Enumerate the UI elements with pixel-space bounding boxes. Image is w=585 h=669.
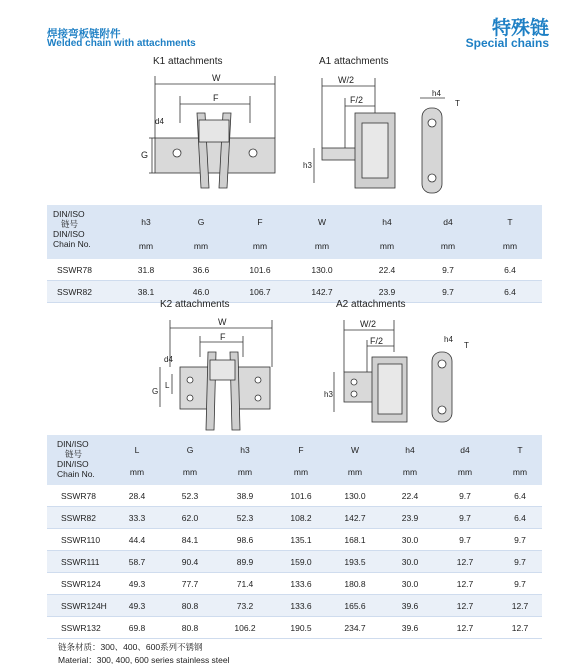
value-cell: 142.7 [344,513,366,523]
value-cell: 130.0 [344,491,366,501]
chain-name-cell: SSWR78 [57,265,92,275]
a2-label-w2: W/2 [360,319,377,329]
value-cell: 73.2 [236,601,254,611]
column-unit: mm [252,241,268,251]
value-cell: 33.3 [128,513,146,523]
a1-title: A1 attachments [319,56,389,67]
value-cell: 84.1 [181,535,199,545]
a2-label-h3: h3 [324,390,333,399]
a1-label-w2: W/2 [338,75,355,85]
header-cn: 焊接弯板链附件 [47,28,121,40]
column-unit: mm [314,241,330,251]
value-cell: 12.7 [511,601,529,611]
column-unit: mm [193,241,209,251]
value-cell: 69.8 [128,623,146,633]
chain-name-cell: SSWR82 [57,287,92,297]
value-cell: 234.7 [344,623,366,633]
value-cell: 28.4 [128,491,146,501]
value-cell: 6.4 [514,491,526,501]
a1-label-h3: h3 [303,161,312,170]
column-unit: mm [440,241,456,251]
column-header-g: G [186,445,194,455]
k2-label-d4: d4 [164,355,173,364]
k1-label-w: W [212,73,221,83]
header-right-en: Special chains [465,36,549,50]
value-cell: 77.7 [181,579,199,589]
footer-cn: 链条材质：300、400、600系列不锈钢 [58,642,203,652]
value-cell: 106.2 [234,623,256,633]
column-header-h4: h4 [382,217,392,227]
value-cell: 80.8 [181,601,199,611]
table-row [47,617,542,639]
value-cell: 159.0 [290,557,312,567]
column-header-g: G [197,217,205,227]
a2-label-f2: F/2 [370,336,384,346]
value-cell: 49.3 [128,601,146,611]
table-row [47,529,542,551]
value-cell: 98.6 [236,535,254,545]
value-cell: 133.6 [290,601,312,611]
column-header-t: T [517,445,523,455]
column-header-h4: h4 [405,445,415,455]
column-header-t: T [507,217,513,227]
column-header-f: F [298,445,304,455]
table-row [47,595,542,617]
a2-diagram [322,312,482,437]
chain-name-cell: SSWR132 [61,623,101,633]
value-cell: 9.7 [442,265,454,275]
value-cell: 180.8 [344,579,366,589]
value-cell: 9.7 [514,557,526,567]
value-cell: 168.1 [344,535,366,545]
a2-label-h4: h4 [444,335,453,344]
header-en: Welded chain with attachments [47,38,196,49]
column-unit: mm [402,467,418,477]
column-header-h3: h3 [141,217,151,227]
column-unit: mm [182,467,198,477]
column-unit: mm [379,241,395,251]
value-cell: 101.6 [249,265,271,275]
value-cell: 9.7 [459,513,471,523]
table-1-label: DIN/ISO 链号 DIN/ISO Chain No. [53,209,91,249]
column-unit: mm [129,467,145,477]
value-cell: 30.0 [401,557,419,567]
value-cell: 193.5 [344,557,366,567]
value-cell: 89.9 [236,557,254,567]
k1-label-g: G [141,150,149,160]
value-cell: 9.7 [459,491,471,501]
column-header-f: F [257,217,263,227]
table-2-header [47,435,542,485]
k1-label-f: F [213,93,219,103]
table-row [47,573,542,595]
value-cell: 12.7 [456,579,474,589]
column-unit: mm [512,467,528,477]
chain-name-cell: SSWR110 [61,535,101,545]
value-cell: 36.6 [192,265,210,275]
a2-label-t: T [464,341,469,350]
value-cell: 23.9 [401,513,419,523]
value-cell: 6.4 [514,513,526,523]
table-1-header [47,205,542,259]
value-cell: 62.0 [181,513,199,523]
k2-label-l: L [165,381,170,390]
table-row [47,259,542,281]
k2-label-w: W [218,317,227,327]
column-header-d4: d4 [460,445,470,455]
header-right-cn: 特殊链 [491,18,549,39]
value-cell: 39.6 [401,623,419,633]
value-cell: 39.6 [401,601,419,611]
a1-label-t: T [455,99,460,108]
table-row [47,507,542,529]
value-cell: 6.4 [504,287,516,297]
value-cell: 9.7 [514,535,526,545]
k1-label-d4: d4 [155,117,164,126]
value-cell: 30.0 [401,579,419,589]
value-cell: 52.3 [181,491,199,501]
column-unit: mm [347,467,363,477]
k2-label-g: G [152,387,159,396]
value-cell: 12.7 [456,623,474,633]
value-cell: 52.3 [236,513,254,523]
value-cell: 44.4 [128,535,146,545]
table-row [47,485,542,507]
chain-name-cell: SSWR124H [61,601,107,611]
footer-en: Material：300, 400, 600 series stainless steel [58,655,230,665]
value-cell: 12.7 [511,623,529,633]
chain-name-cell: SSWR78 [61,491,96,501]
column-unit: mm [237,467,253,477]
value-cell: 108.2 [290,513,312,523]
k1-diagram [135,68,295,203]
value-cell: 165.6 [344,601,366,611]
column-header-h3: h3 [240,445,250,455]
value-cell: 23.9 [378,287,396,297]
column-unit: mm [502,241,518,251]
a2-title: A2 attachments [336,299,406,310]
table-row [47,551,542,573]
chain-name-cell: SSWR82 [61,513,96,523]
a1-label-f2: F/2 [350,95,364,105]
column-header-w: W [350,445,360,455]
table-1 [47,205,542,303]
chain-name-cell: SSWR124 [61,579,101,589]
table-2-label: DIN/ISO 链号 DIN/ISO Chain No. [57,439,95,479]
table-row [47,281,542,303]
value-cell: 30.0 [401,535,419,545]
column-unit: mm [138,241,154,251]
chain-name-cell: SSWR111 [61,557,100,567]
k2-diagram [140,312,300,437]
value-cell: 80.8 [181,623,199,633]
column-header-l: L [134,445,140,455]
table-2 [47,435,542,639]
column-unit: mm [293,467,309,477]
a1-diagram [300,68,475,203]
column-header-d4: d4 [443,217,453,227]
value-cell: 6.4 [504,265,516,275]
value-cell: 31.8 [137,265,155,275]
value-cell: 46.0 [192,287,210,297]
value-cell: 38.9 [236,491,254,501]
value-cell: 9.7 [514,579,526,589]
value-cell: 101.6 [290,491,312,501]
value-cell: 142.7 [311,287,333,297]
value-cell: 12.7 [456,601,474,611]
value-cell: 9.7 [442,287,454,297]
value-cell: 106.7 [249,287,271,297]
value-cell: 22.4 [401,491,419,501]
value-cell: 12.7 [456,557,474,567]
column-unit: mm [457,467,473,477]
value-cell: 135.1 [290,535,312,545]
value-cell: 190.5 [290,623,312,633]
value-cell: 71.4 [236,579,254,589]
value-cell: 90.4 [181,557,199,567]
k2-title: K2 attachments [160,299,230,310]
k2-label-f: F [220,332,226,342]
value-cell: 130.0 [311,265,333,275]
value-cell: 22.4 [378,265,396,275]
value-cell: 133.6 [290,579,312,589]
value-cell: 58.7 [128,557,146,567]
value-cell: 38.1 [137,287,155,297]
column-header-w: W [317,217,327,227]
k1-title: K1 attachments [153,56,223,67]
a1-label-h4: h4 [432,89,441,98]
value-cell: 49.3 [128,579,146,589]
value-cell: 9.7 [459,535,471,545]
